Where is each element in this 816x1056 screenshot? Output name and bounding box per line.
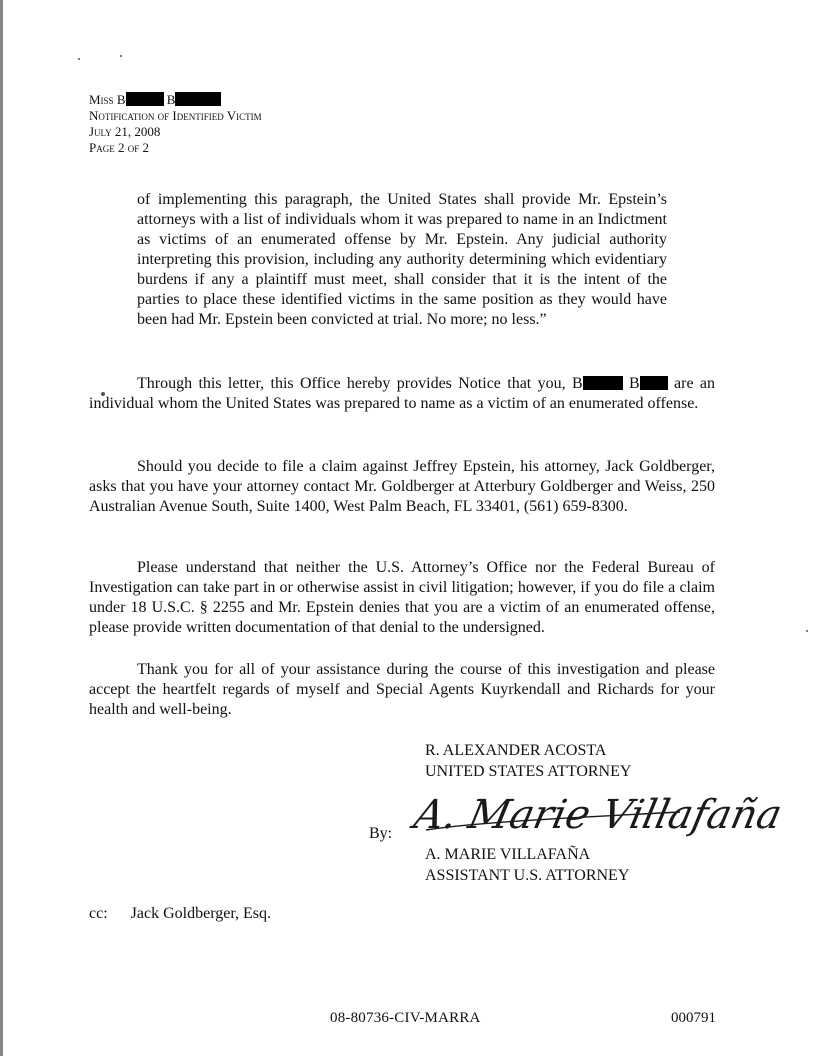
us-attorney-block xyxy=(425,740,631,782)
signer-title: ASSISTANT U.S. ATTORNEY xyxy=(425,867,630,884)
notice-text-end: are an individual whom the United States was prepared to name as a victim of an enumerated offense. xyxy=(89,375,715,412)
redaction-box xyxy=(126,92,164,106)
cc-line xyxy=(89,905,271,923)
recipient-prefix: Miss B xyxy=(89,92,126,107)
subject-line: Notification of Identified Victim xyxy=(89,108,262,123)
letter-header xyxy=(89,92,262,156)
signer-block xyxy=(425,844,629,886)
recipient-middle: B xyxy=(166,92,176,107)
notice-paragraph xyxy=(89,374,715,414)
civil-litigation-text: Please understand that neither the U.S. Attorney’s Office nor the Federal Bureau of Investigation can take part in or otherwise assist in civil litigation; however, if you do file a claim under 18 U.S.C. § 2255 and Mr. Epstein denies that you are a victim of an enumerated offense, please provide written documentation of that denial to the undersigned. xyxy=(89,559,715,636)
claim-text: Should you decide to file a claim against Jeffrey Epstein, his attorney, Jack Goldberger, asks that you have your attorney contact Mr. Goldberger at Atterbury Goldberger and Weiss, 250 Australian Avenue South, Suite 1400, West Palm Beach, FL 33401, (561) 659-8300. xyxy=(89,458,715,515)
thanks-text: Thank you for all of your assistance during the course of this investigation and please accept the heartfelt regards of myself and Special Agents Kuyrkendall and Richards for your health and well-being. xyxy=(89,661,715,718)
us-attorney-title: UNITED STATES ATTORNEY xyxy=(425,763,632,780)
redaction-box xyxy=(640,376,668,390)
cc-name: Jack Goldberger, Esq. xyxy=(130,905,272,922)
civil-litigation-paragraph xyxy=(89,558,715,638)
page-number-line: Page 2 of 2 xyxy=(89,140,149,155)
bates-number: 000791 xyxy=(671,1010,716,1026)
claim-paragraph xyxy=(89,457,715,517)
redaction-box xyxy=(175,92,221,106)
scan-speck xyxy=(78,58,80,60)
notice-text-start: Through this letter, this Office hereby provides Notice that you, B xyxy=(137,375,583,392)
scan-page-edge xyxy=(0,0,3,1056)
notice-text-mid: B xyxy=(628,375,640,392)
handwritten-signature xyxy=(410,782,787,842)
recipient-line xyxy=(89,92,262,108)
by-label: By: xyxy=(369,825,393,842)
date-line: July 21, 2008 xyxy=(89,124,161,139)
quoted-agreement-text: of implementing this paragraph, the United States shall provide Mr. Epstein’s attorneys with a list of individuals whom it was prepared to name in an Indictment as victims of an enumerated offense by Mr. Epstein. Any judicial authority interpreting this provision, including any authority determining which evidentiary burdens if any a plaintiff must meet, shall consider that it is the intent of the parties to place these identified victims in the same position as they would have been had Mr. Epstein been convicted at trial. No more; no less.” xyxy=(137,191,667,328)
scan-speck xyxy=(806,630,808,632)
signer-name: A. MARIE VILLAFAÑA xyxy=(425,846,591,863)
cc-label: cc: xyxy=(89,905,108,922)
scan-speck xyxy=(120,55,122,57)
us-attorney-name: R. ALEXANDER ACOSTA xyxy=(425,742,607,759)
redaction-box xyxy=(583,376,623,390)
thanks-paragraph xyxy=(89,660,715,720)
signature-script: A. Marie Villafaña xyxy=(410,790,787,838)
case-number: 08-80736-CIV-MARRA xyxy=(330,1010,481,1026)
